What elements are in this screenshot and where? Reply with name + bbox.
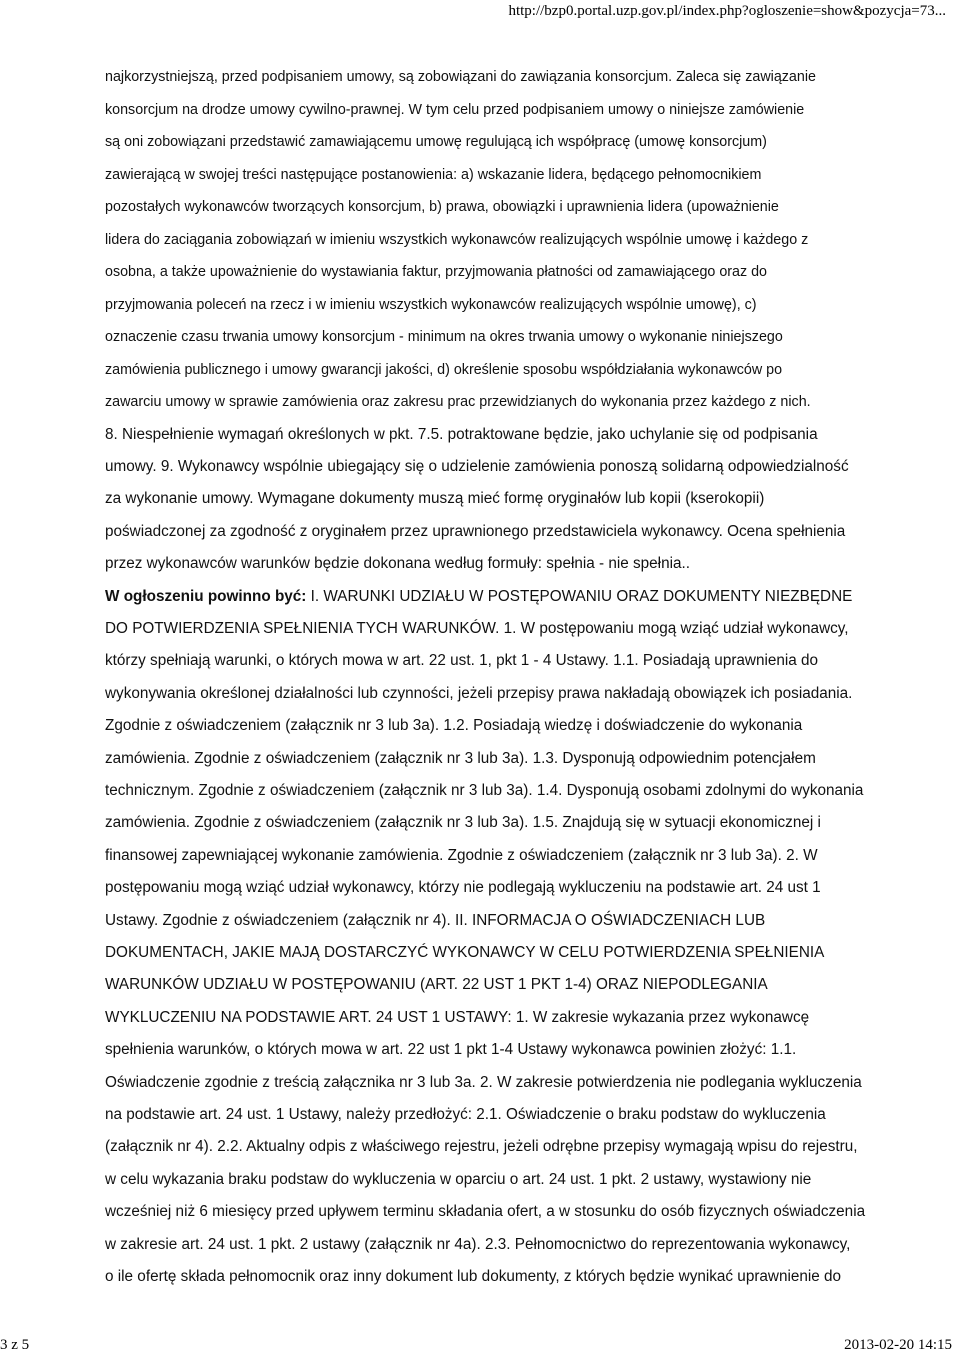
text-line: Oświadczenie zgodnie z treścią załącznika nr 3 lub 3a. 2. W zakresie potwierdzenia nie podlegania wykluczenia bbox=[105, 1073, 862, 1091]
text-line: spełnienia warunków, o których mowa w art. 22 ust 1 pkt 1-4 Ustawy wykonawca powinien złożyć: 1.1. bbox=[105, 1041, 797, 1059]
section-label: W ogłoszeniu powinno być: bbox=[105, 587, 307, 605]
text-line: konsorcjum na drodze umowy cywilno-prawnej. W tym celu przed podpisaniem umowy o niniejsze zamówienie bbox=[105, 101, 805, 118]
text-line: przez wykonawców warunków będzie dokonana według formuły: spełnia - nie spełnia.. bbox=[105, 555, 690, 573]
text-line: za wykonanie umowy. Wymagane dokumenty muszą mieć formę oryginałów lub kopii (kserokopii) bbox=[105, 490, 765, 508]
text-line: oznaczenie czasu trwania umowy konsorcjum - minimum na okres trwania umowy o wykonanie niniejszego bbox=[105, 329, 783, 345]
text-line: umowy. 9. Wykonawcy wspólnie ubiegający się o udzielenie zamówienia ponoszą solidarną odpowiedzialność bbox=[105, 457, 849, 475]
paragraph-1 bbox=[105, 61, 895, 419]
text-line: zamówienia. Zgodnie z oświadczeniem (załącznik nr 3 lub 3a). 1.5. Znajdują się w sytuacji ekonomicznej i bbox=[105, 814, 821, 832]
text-line: w celu wykazania braku podstaw do wykluczenia w oparciu o art. 24 ust. 1 pkt. 2 ustawy, wystawiony nie bbox=[105, 1170, 812, 1188]
text-line: zawarciu umowy w sprawie zamówienia oraz zakresu prac przewidzianych do wykonania przez każdego z nich. bbox=[105, 394, 811, 410]
text-line: zawierającą w swojej treści następujące postanowienia: a) wskazanie lidera, będącego pełnomocnikiem bbox=[105, 166, 762, 183]
text-line: wykonywania określonej działalności lub czynności, jeżeli przepisy prawa nakładają obowiązek ich posiadania. bbox=[105, 684, 853, 702]
paragraph-3 bbox=[105, 613, 895, 1294]
text-line: najkorzystniejszą, przed podpisaniem umowy, są zobowiązani do zawiązania konsorcjum. Zaleca się zawiązanie bbox=[105, 69, 816, 85]
text-line: w zakresie art. 24 ust. 1 pkt. 2 ustawy (załącznik nr 4a). 2.3. Pełnomocnictwo do reprezentowania wykonawcy, bbox=[105, 1235, 851, 1253]
text-line: są oni zobowiązani przedstawić zamawiającemu umowę regulującą ich współpracę (umowę konsorcjum) bbox=[105, 134, 767, 150]
text-line: (załącznik nr 4). 2.2. Aktualny odpis z właściwego rejestru, jeżeli odrębne przepisy wymagają wpisu do rejestru, bbox=[105, 1138, 858, 1156]
text-line: 8. Niespełnienie wymagań określonych w pkt. 7.5. potraktowane będzie, jako uchylanie się od podpisania bbox=[105, 425, 818, 443]
document-body bbox=[105, 61, 895, 1293]
text-line: WARUNKÓW UDZIAŁU W POSTĘPOWANIU (ART. 22 UST 1 PKT 1-4) ORAZ NIEPODLEGANIA bbox=[105, 976, 768, 994]
text-line: przyjmowania poleceń na rzecz i w imieniu wszystkich wykonawców realizujących wspólnie umowę), c) bbox=[105, 296, 757, 313]
text-line: technicznym. Zgodnie z oświadczeniem (załącznik nr 3 lub 3a). 1.4. Dysponują osobami zdolnymi do wykonania bbox=[105, 781, 864, 799]
text-line: którzy spełniają warunki, o których mowa w art. 22 ust. 1, pkt 1 - 4 Ustawy. 1.1. Posiadają uprawnienia do bbox=[105, 652, 819, 670]
text-line: Ustawy. Zgodnie z oświadczeniem (załącznik nr 4). II. INFORMACJA O OŚWIADCZENIACH LUB bbox=[105, 911, 766, 929]
text-line: zamówienia publicznego i umowy gwarancji jakości, d) określenie sposobu współdziałania wykonawców po bbox=[105, 361, 783, 378]
section-heading-line bbox=[105, 581, 895, 613]
text-line: osobna, a także upoważnienie do wystawiania faktur, przyjmowania płatności od zamawiającego oraz do bbox=[105, 264, 768, 280]
print-datetime: 2013-02-20 14:15 bbox=[844, 1337, 952, 1353]
text-line: poświadczonej za zgodność z oryginałem przez uprawnionego przedstawiciela wykonawcy. Ocena spełnienia bbox=[105, 522, 846, 540]
text-line: WYKLUCZENIU NA PODSTAWIE ART. 24 UST 1 USTAWY: 1. W zakresie wykazania przez wykonawcę bbox=[105, 1008, 810, 1026]
text-line: pozostałych wykonawców tworzących konsorcjum, b) prawa, obowiązki i uprawnienia lidera (upoważnienie bbox=[105, 199, 779, 215]
page-number: 3 z 5 bbox=[0, 1337, 30, 1353]
text-line: wcześniej niż 6 miesięcy przed upływem terminu składania ofert, a w stosunku do osób fizycznych oświadczenia bbox=[105, 1203, 866, 1221]
paragraph-2 bbox=[105, 419, 895, 581]
text-line: na podstawie art. 24 ust. 1 Ustawy, należy przedłożyć: 2.1. Oświadczenie o braku podstaw do wykluczenia bbox=[105, 1106, 826, 1124]
text-line: zamówienia. Zgodnie z oświadczeniem (załącznik nr 3 lub 3a). 1.3. Dysponują odpowiednim potencjałem bbox=[105, 749, 816, 767]
text-line: DOKUMENTACH, JAKIE MAJĄ DOSTARCZYĆ WYKONAWCY W CELU POTWIERDZENIA SPEŁNIENIA bbox=[105, 944, 825, 961]
text-line: o ile ofertę składa pełnomocnik oraz inny dokument lub dokumenty, z których będzie wynikać uprawnienie do bbox=[105, 1268, 842, 1286]
text-line: postępowaniu mogą wziąć udział wykonawcy, którzy nie podlegają wykluczeniu na podstawie art. 24 ust 1 bbox=[105, 879, 821, 897]
text-line: DO POTWIERDZENIA SPEŁNIENIA TYCH WARUNKÓW. 1. W postępowaniu mogą wziąć udział wykonawcy, bbox=[105, 619, 849, 637]
text-line: lidera do zaciągania zobowiązań w imieniu wszystkich wykonawców realizujących wspólnie umowę i każdego z bbox=[105, 231, 809, 248]
page-url: http://bzp0.portal.uzp.gov.pl/index.php?ogloszenie=show&pozycja=73... bbox=[508, 3, 946, 19]
section-heading-rest: I. WARUNKI UDZIAŁU W POSTĘPOWANIU ORAZ DOKUMENTY NIEZBĘDNE bbox=[306, 587, 853, 605]
text-line: Zgodnie z oświadczeniem (załącznik nr 3 lub 3a). 1.2. Posiadają wiedzę i doświadczenie do wykonania bbox=[105, 717, 803, 735]
paragraph-2-3 bbox=[105, 419, 895, 1294]
text-line: finansowej zapewniającej wykonanie zamówienia. Zgodnie z oświadczeniem (załącznik nr 3 lub 3a). 2. W bbox=[105, 846, 818, 864]
